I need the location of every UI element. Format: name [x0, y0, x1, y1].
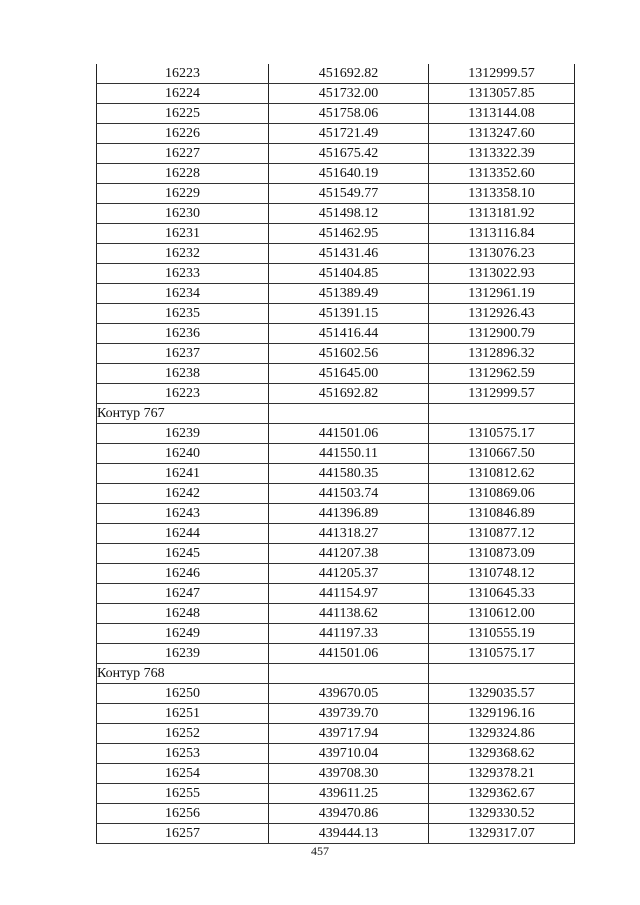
contour-empty-y	[429, 664, 575, 684]
x-coordinate-cell: 451640.19	[269, 164, 429, 184]
point-number-cell: 16232	[97, 244, 269, 264]
x-coordinate-cell: 441197.33	[269, 624, 429, 644]
x-coordinate-cell: 451602.56	[269, 344, 429, 364]
x-coordinate-cell: 441318.27	[269, 524, 429, 544]
y-coordinate-cell: 1329317.07	[429, 824, 575, 844]
table-row	[97, 384, 575, 404]
contour-empty-x	[269, 404, 429, 424]
x-coordinate-cell: 451498.12	[269, 204, 429, 224]
point-number-cell: 16246	[97, 564, 269, 584]
point-number-cell: 16233	[97, 264, 269, 284]
point-number-cell: 16228	[97, 164, 269, 184]
x-coordinate-cell: 451645.00	[269, 364, 429, 384]
x-coordinate-cell: 441503.74	[269, 484, 429, 504]
page-number: 457	[311, 844, 329, 858]
y-coordinate-cell: 1313022.93	[429, 264, 575, 284]
y-coordinate-cell: 1313076.23	[429, 244, 575, 264]
contour-header-row	[97, 404, 575, 424]
coordinates-table-body	[97, 64, 575, 844]
point-number-cell: 16247	[97, 584, 269, 604]
table-row	[97, 504, 575, 524]
point-number-cell: 16254	[97, 764, 269, 784]
table-row	[97, 144, 575, 164]
table-row	[97, 764, 575, 784]
point-number-cell: 16250	[97, 684, 269, 704]
table-row	[97, 324, 575, 344]
x-coordinate-cell: 441207.38	[269, 544, 429, 564]
y-coordinate-cell: 1310555.19	[429, 624, 575, 644]
table-row	[97, 544, 575, 564]
y-coordinate-cell: 1329035.57	[429, 684, 575, 704]
point-number-cell: 16238	[97, 364, 269, 384]
table-row	[97, 104, 575, 124]
point-number-cell: 16252	[97, 724, 269, 744]
y-coordinate-cell: 1310612.00	[429, 604, 575, 624]
y-coordinate-cell: 1312999.57	[429, 384, 575, 404]
x-coordinate-cell: 451692.82	[269, 384, 429, 404]
x-coordinate-cell: 451431.46	[269, 244, 429, 264]
x-coordinate-cell: 451721.49	[269, 124, 429, 144]
x-coordinate-cell: 441205.37	[269, 564, 429, 584]
table-row	[97, 464, 575, 484]
x-coordinate-cell: 451732.00	[269, 84, 429, 104]
table-row	[97, 484, 575, 504]
point-number-cell: 16235	[97, 304, 269, 324]
point-number-cell: 16257	[97, 824, 269, 844]
point-number-cell: 16239	[97, 424, 269, 444]
contour-label: Контур 767	[97, 404, 269, 424]
y-coordinate-cell: 1312961.19	[429, 284, 575, 304]
y-coordinate-cell: 1312896.32	[429, 344, 575, 364]
x-coordinate-cell: 451675.42	[269, 144, 429, 164]
y-coordinate-cell: 1310575.17	[429, 424, 575, 444]
point-number-cell: 16239	[97, 644, 269, 664]
y-coordinate-cell: 1310877.12	[429, 524, 575, 544]
table-row	[97, 744, 575, 764]
point-number-cell: 16255	[97, 784, 269, 804]
y-coordinate-cell: 1310846.89	[429, 504, 575, 524]
contour-header-row	[97, 664, 575, 684]
point-number-cell: 16241	[97, 464, 269, 484]
table-row	[97, 204, 575, 224]
table-row	[97, 364, 575, 384]
table-row	[97, 564, 575, 584]
point-number-cell: 16236	[97, 324, 269, 344]
y-coordinate-cell: 1313322.39	[429, 144, 575, 164]
x-coordinate-cell: 439670.05	[269, 684, 429, 704]
x-coordinate-cell: 439710.04	[269, 744, 429, 764]
point-number-cell: 16245	[97, 544, 269, 564]
y-coordinate-cell: 1313358.10	[429, 184, 575, 204]
y-coordinate-cell: 1329368.62	[429, 744, 575, 764]
x-coordinate-cell: 451462.95	[269, 224, 429, 244]
y-coordinate-cell: 1312999.57	[429, 64, 575, 84]
x-coordinate-cell: 451389.49	[269, 284, 429, 304]
x-coordinate-cell: 451404.85	[269, 264, 429, 284]
table-row	[97, 264, 575, 284]
x-coordinate-cell: 451391.15	[269, 304, 429, 324]
y-coordinate-cell: 1329362.67	[429, 784, 575, 804]
y-coordinate-cell: 1312962.59	[429, 364, 575, 384]
x-coordinate-cell: 439611.25	[269, 784, 429, 804]
y-coordinate-cell: 1310645.33	[429, 584, 575, 604]
table-row	[97, 604, 575, 624]
table-row	[97, 644, 575, 664]
point-number-cell: 16256	[97, 804, 269, 824]
x-coordinate-cell: 451758.06	[269, 104, 429, 124]
table-row	[97, 344, 575, 364]
contour-empty-x	[269, 664, 429, 684]
point-number-cell: 16243	[97, 504, 269, 524]
point-number-cell: 16251	[97, 704, 269, 724]
y-coordinate-cell: 1313247.60	[429, 124, 575, 144]
y-coordinate-cell: 1310812.62	[429, 464, 575, 484]
point-number-cell: 16227	[97, 144, 269, 164]
table-row	[97, 184, 575, 204]
table-row	[97, 584, 575, 604]
x-coordinate-cell: 439739.70	[269, 704, 429, 724]
coordinates-table	[96, 64, 575, 844]
x-coordinate-cell: 439708.30	[269, 764, 429, 784]
point-number-cell: 16229	[97, 184, 269, 204]
x-coordinate-cell: 441138.62	[269, 604, 429, 624]
point-number-cell: 16230	[97, 204, 269, 224]
table-row	[97, 524, 575, 544]
x-coordinate-cell: 441154.97	[269, 584, 429, 604]
x-coordinate-cell: 441501.06	[269, 424, 429, 444]
x-coordinate-cell: 439717.94	[269, 724, 429, 744]
table-row	[97, 804, 575, 824]
y-coordinate-cell: 1313116.84	[429, 224, 575, 244]
table-row	[97, 304, 575, 324]
x-coordinate-cell: 439444.13	[269, 824, 429, 844]
table-row	[97, 624, 575, 644]
table-row	[97, 724, 575, 744]
point-number-cell: 16226	[97, 124, 269, 144]
y-coordinate-cell: 1329196.16	[429, 704, 575, 724]
point-number-cell: 16223	[97, 64, 269, 84]
y-coordinate-cell: 1313181.92	[429, 204, 575, 224]
table-row	[97, 164, 575, 184]
x-coordinate-cell: 441501.06	[269, 644, 429, 664]
y-coordinate-cell: 1329330.52	[429, 804, 575, 824]
y-coordinate-cell: 1310748.12	[429, 564, 575, 584]
table-row	[97, 84, 575, 104]
table-row	[97, 124, 575, 144]
contour-label: Контур 768	[97, 664, 269, 684]
y-coordinate-cell: 1329324.86	[429, 724, 575, 744]
point-number-cell: 16237	[97, 344, 269, 364]
table-row	[97, 244, 575, 264]
y-coordinate-cell: 1310667.50	[429, 444, 575, 464]
point-number-cell: 16234	[97, 284, 269, 304]
table-row	[97, 784, 575, 804]
x-coordinate-cell: 451549.77	[269, 184, 429, 204]
table-row	[97, 224, 575, 244]
x-coordinate-cell: 441580.35	[269, 464, 429, 484]
x-coordinate-cell: 441550.11	[269, 444, 429, 464]
y-coordinate-cell: 1313144.08	[429, 104, 575, 124]
table-row	[97, 704, 575, 724]
contour-empty-y	[429, 404, 575, 424]
x-coordinate-cell: 441396.89	[269, 504, 429, 524]
point-number-cell: 16224	[97, 84, 269, 104]
point-number-cell: 16244	[97, 524, 269, 544]
table-row	[97, 64, 575, 84]
point-number-cell: 16248	[97, 604, 269, 624]
x-coordinate-cell: 451416.44	[269, 324, 429, 344]
y-coordinate-cell: 1313352.60	[429, 164, 575, 184]
table-row	[97, 424, 575, 444]
point-number-cell: 16231	[97, 224, 269, 244]
y-coordinate-cell: 1329378.21	[429, 764, 575, 784]
point-number-cell: 16242	[97, 484, 269, 504]
y-coordinate-cell: 1312900.79	[429, 324, 575, 344]
y-coordinate-cell: 1313057.85	[429, 84, 575, 104]
table-row	[97, 684, 575, 704]
point-number-cell: 16225	[97, 104, 269, 124]
point-number-cell: 16223	[97, 384, 269, 404]
y-coordinate-cell: 1312926.43	[429, 304, 575, 324]
point-number-cell: 16249	[97, 624, 269, 644]
point-number-cell: 16253	[97, 744, 269, 764]
y-coordinate-cell: 1310869.06	[429, 484, 575, 504]
y-coordinate-cell: 1310575.17	[429, 644, 575, 664]
x-coordinate-cell: 439470.86	[269, 804, 429, 824]
x-coordinate-cell: 451692.82	[269, 64, 429, 84]
table-row	[97, 824, 575, 844]
table-row	[97, 444, 575, 464]
table-row	[97, 284, 575, 304]
y-coordinate-cell: 1310873.09	[429, 544, 575, 564]
point-number-cell: 16240	[97, 444, 269, 464]
